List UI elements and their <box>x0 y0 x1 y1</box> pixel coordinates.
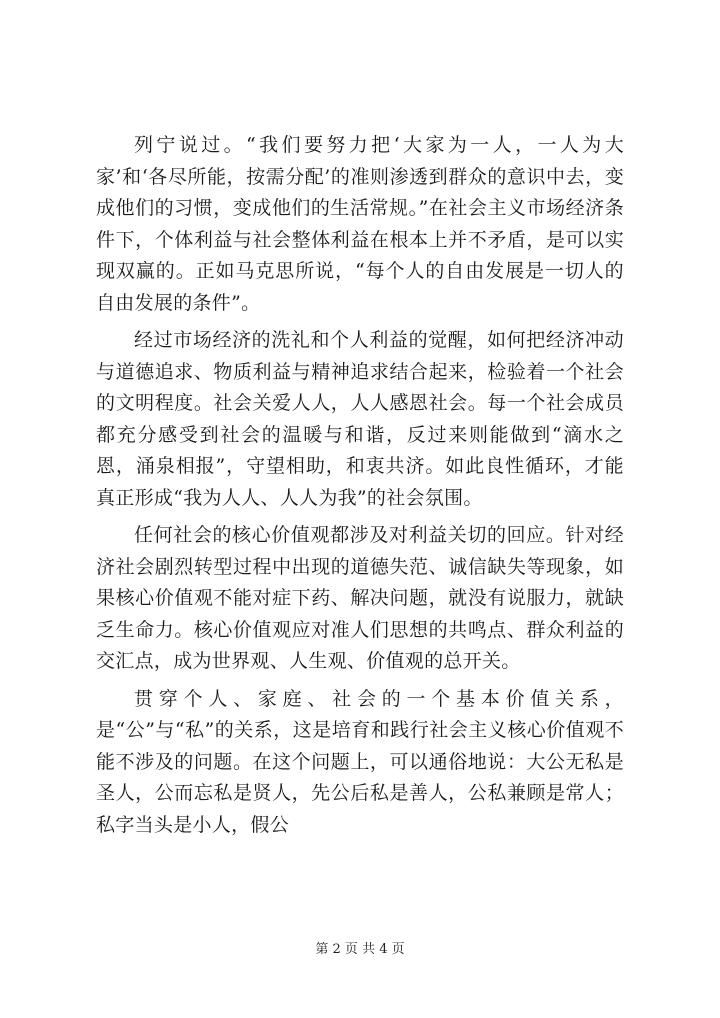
paragraph-3: 任何社会的核心价值观都涉及对利益关切的回应。针对经济社会剧烈转型过程中出现的道德失范、诚信缺失等现象，如果核心价值观不能对症下药、解决问题，就没有说服力，就缺乏生命力。核心价值观应对准人们思想的共鸣点、群众利益的交汇点，成为世界观、人生观、价值观的总开关。 <box>96 524 624 672</box>
paragraph-1: 列宁说过。“我们要努力把‘大家为一人，一人为大家’和‘各尽所能，按需分配’的准则渗透到群众的意识中去，变成他们的习惯，变成他们的生活常规。”在社会主义市场经济条件下，个体利益与社会整体利益在根本上并不矛盾，是可以实现双赢的。正如马克思所说，“每个人的自由发展是一切人的自由发展的条件”。 <box>96 134 624 314</box>
document-body <box>96 130 624 847</box>
page-footer: 第 2 页 共 4 页 <box>315 942 405 957</box>
paragraph-4: 贯穿个人、家庭、社会的一个基本价值关系，是“公”与“私”的关系，这是培育和践行社会主义核心价值观不能不涉及的问题。在这个问题上，可以通俗地说：大公无私是圣人，公而忘私是贤人，先公后私是善人，公私兼顾是常人；私字当头是小人，假公 <box>96 687 624 836</box>
paragraph-2: 经过市场经济的洗礼和个人利益的觉醒，如何把经济冲动与道德追求、物质利益与精神追求结合起来，检验着一个社会的文明程度。社会关爱人人，人人感恩社会。每一个社会成员都充分感受到社会的温暖与和谐，反过来则能做到“滴水之恩，涌泉相报”，守望相助，和衷共济。如此良性循环，才能真正形成“我为人人、人人为我”的社会氛围。 <box>96 329 624 509</box>
